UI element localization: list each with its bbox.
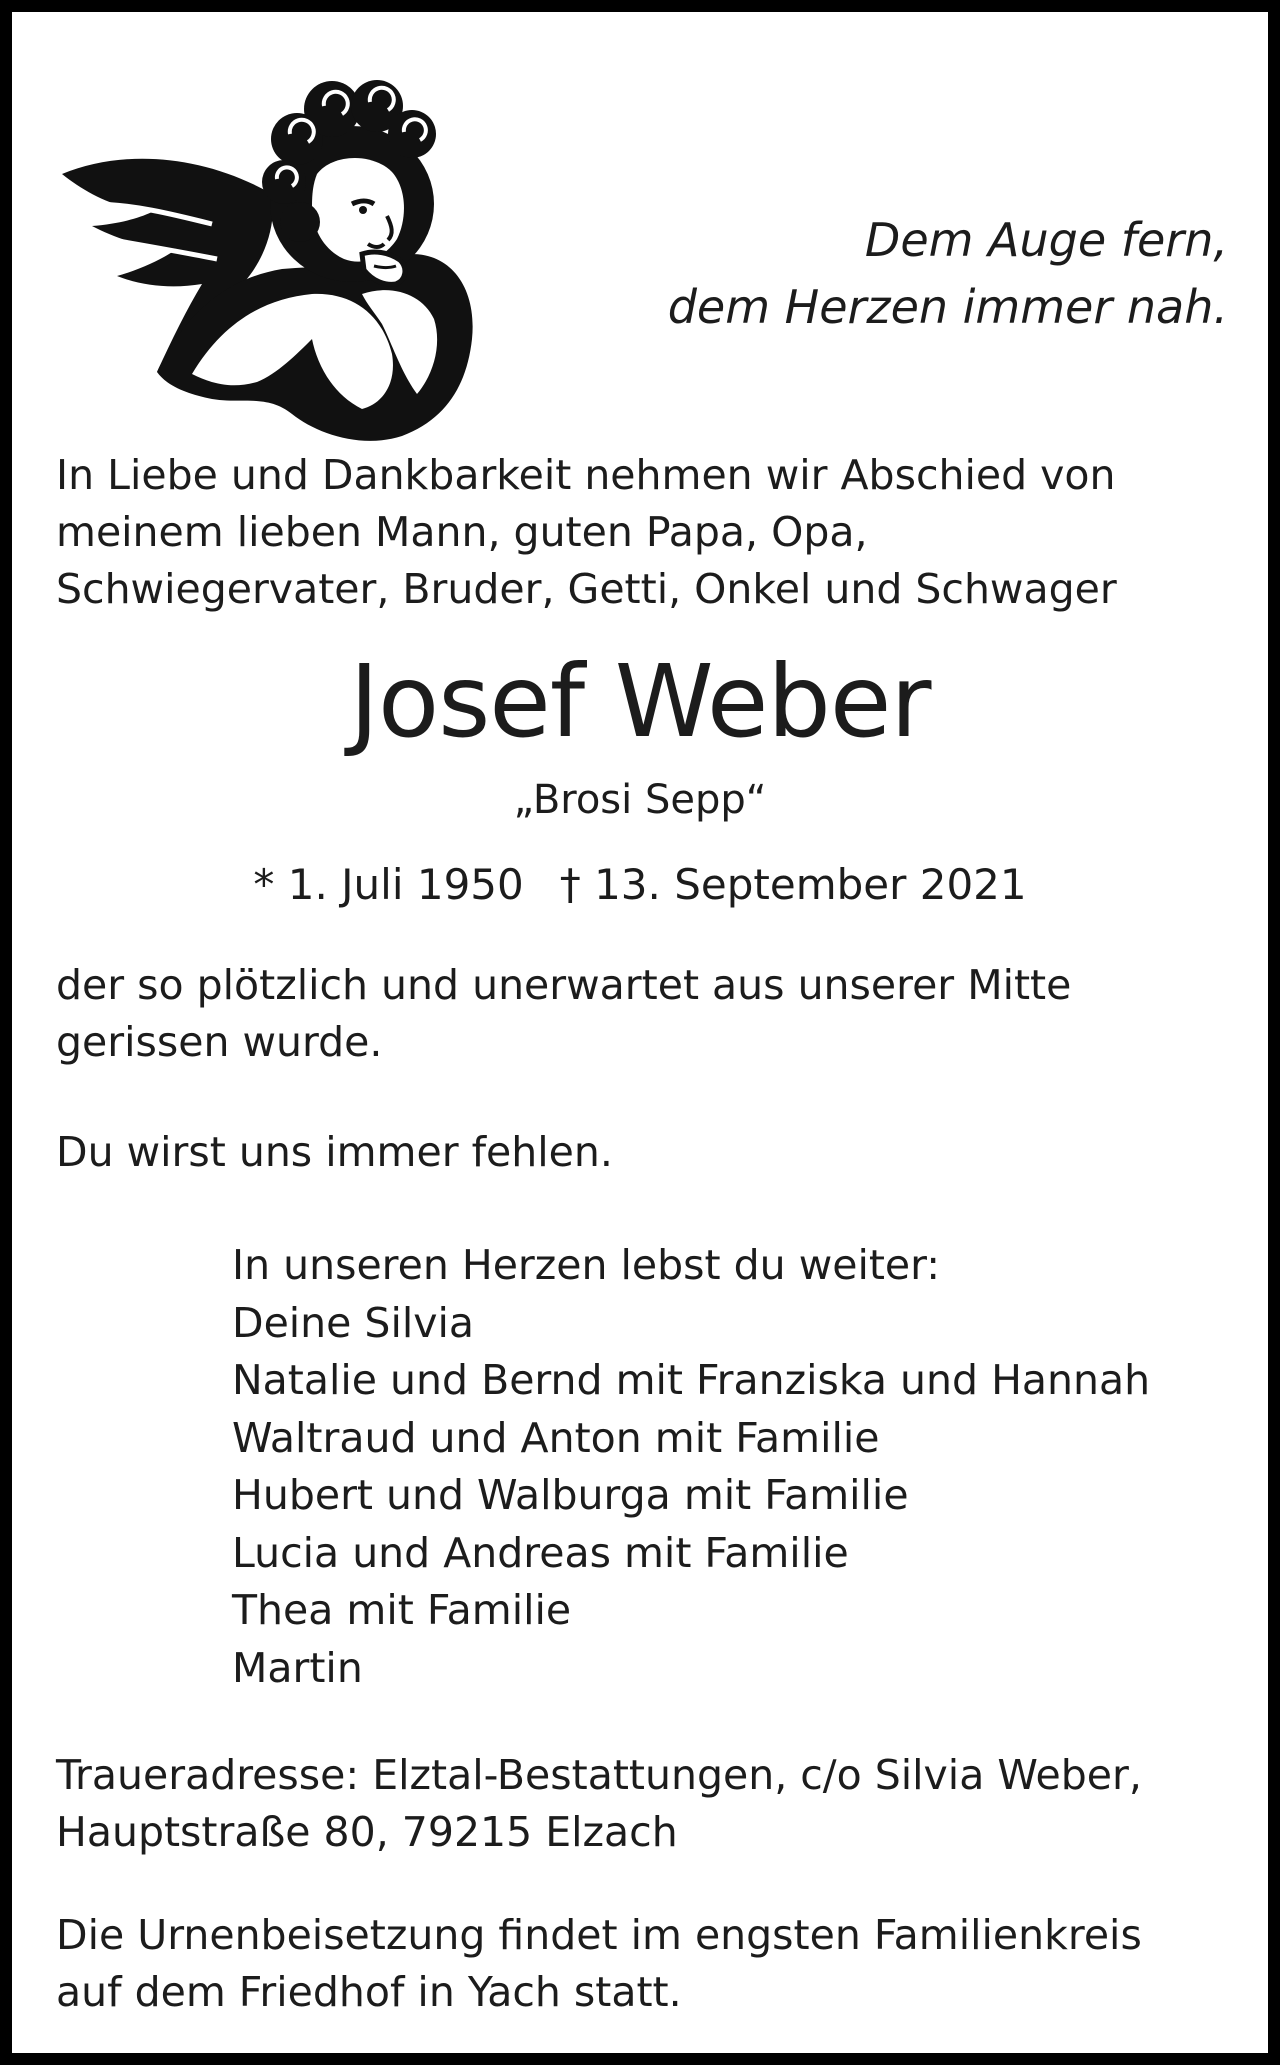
burial-line-1: Die Urnenbeisetzung findet im engsten Familienkreis <box>56 1911 1142 1959</box>
mourner-item: Martin <box>232 1643 363 1692</box>
mourner-item: Thea mit Familie <box>232 1586 572 1634</box>
life-dates <box>12 857 1268 913</box>
obituary-notice <box>12 12 1268 2053</box>
motto-quote <box>668 207 1228 341</box>
mourner-item: Natalie und Bernd mit Franziska und Hannah <box>232 1356 1151 1404</box>
statement-line-2: gerissen wurde. <box>56 1018 383 1066</box>
burial-line-2: auf dem Friedhof in Yach statt. <box>56 1968 682 2016</box>
intro-text <box>56 447 1117 618</box>
statement-text <box>56 957 1071 1071</box>
address-line-1: Traueradresse: Elztal-Bestattungen, c/o Silvia Weber, <box>56 1751 1142 1799</box>
mourner-item: Lucia und Andreas mit Familie <box>232 1528 849 1577</box>
intro-line-3: Schwiegervater, Bruder, Getti, Onkel und Schwager <box>56 565 1117 613</box>
missing-text: Du wirst uns immer fehlen. <box>56 1128 613 1176</box>
deceased-nickname: „Brosi Sepp“ <box>513 777 767 823</box>
mourning-address <box>56 1747 1142 1861</box>
motto-line-2: dem Herzen immer nah. <box>667 280 1228 334</box>
mourner-item: Waltraud und Anton mit Familie <box>232 1413 880 1462</box>
cherub-angel-icon <box>62 54 492 444</box>
intro-line-1: In Liebe und Dankbarkeit nehmen wir Abschied von <box>56 451 1116 499</box>
mourners-list <box>232 1237 1150 1697</box>
death-date: † 13. September 2021 <box>559 860 1027 909</box>
statement-line-1: der so plötzlich und unerwartet aus unserer Mitte <box>56 961 1072 1009</box>
mourners-heading: In unseren Herzen lebst du weiter: <box>232 1241 941 1289</box>
motto-line-1: Dem Auge fern, <box>864 213 1228 267</box>
mourner-item: Hubert und Walburga mit Familie <box>232 1471 909 1519</box>
mourner-item: Deine Silvia <box>232 1298 475 1347</box>
deceased-name: Josef Weber <box>349 643 931 760</box>
burial-notice <box>56 1907 1142 2021</box>
address-line-2: Hauptstraße 80, 79215 Elzach <box>56 1808 678 1856</box>
birth-date: * 1. Juli 1950 <box>253 860 524 909</box>
intro-line-2: meinem lieben Mann, guten Papa, Opa, <box>56 508 868 556</box>
